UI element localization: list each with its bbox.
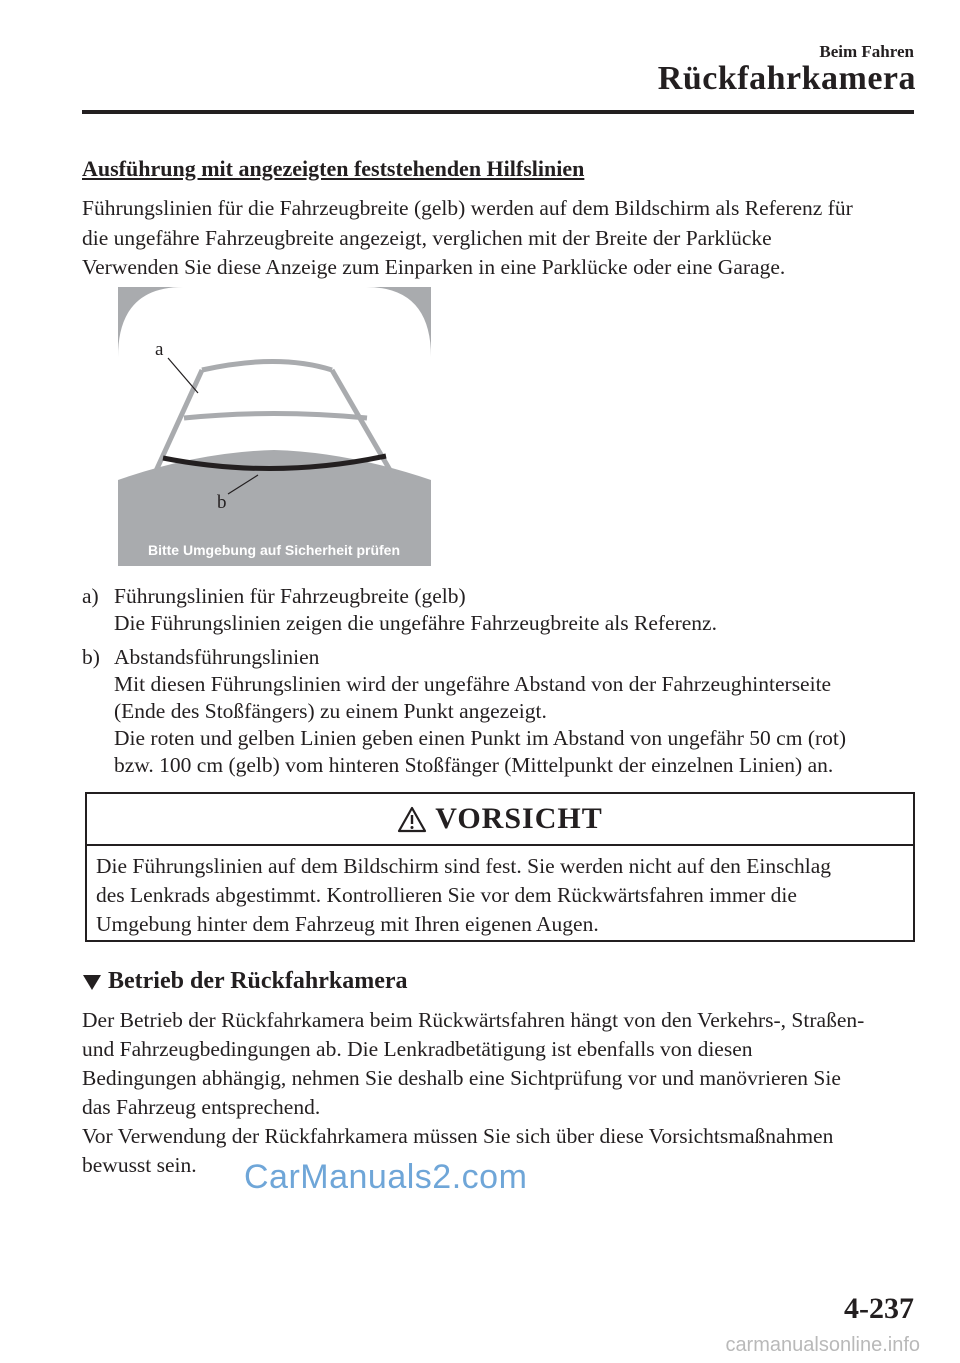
legend-line: (Ende des Stoßfängers) zu einem Punkt angezeigt. [114, 699, 547, 723]
screen-caption: Bitte Umgebung auf Sicherheit prüfen [147, 542, 401, 558]
legend-line: bzw. 100 cm (gelb) vom hinteren Stoßfänger (Mittelpunkt der einzelnen Linien) an. [114, 753, 834, 777]
caution-title: VORSICHT [435, 802, 603, 835]
section-heading: Ausführung mit angezeigten feststehenden Hilfslinien [82, 156, 585, 181]
subsection-title: Betrieb der Rückfahrkamera [108, 968, 408, 994]
page-title: Rückfahrkamera [657, 60, 916, 97]
page-number: 4-237 [844, 1292, 914, 1325]
figure-label-a: a [155, 339, 164, 360]
header-chapter: Beim Fahren [819, 42, 914, 61]
body-line: Der Betrieb der Rückfahrkamera beim Rückwärtsfahren hängt von den Verkehrs-, Straßen- [82, 1008, 865, 1032]
legend-line: Die roten und gelben Linien geben einen Punkt im Abstand von ungefähr 50 cm (rot) [114, 726, 847, 750]
caution-header [87, 794, 913, 846]
legend-title: Führungslinien für Fahrzeugbreite (gelb) [114, 584, 466, 608]
intro-line: Verwenden Sie diese Anzeige zum Einparken in eine Parklücke oder eine Garage. [82, 255, 786, 279]
caution-box [85, 792, 915, 942]
legend-line: Mit diesen Führungslinien wird der ungefähre Abstand von der Fahrzeughinterseite [114, 672, 832, 696]
legend-item-a [82, 583, 922, 637]
caution-line: des Lenkrads abgestimmt. Kontrollieren Sie vor dem Rückwärtsfahren immer die [96, 883, 797, 907]
header-rule [82, 110, 914, 114]
legend-title: Abstandsführungslinien [114, 645, 320, 669]
intro-line: Führungslinien für die Fahrzeugbreite (gelb) werden auf dem Bildschirm als Referenz für [82, 196, 853, 220]
camera-screen-illustration [118, 287, 431, 566]
intro-paragraph [82, 194, 922, 283]
body-line: und Fahrzeugbedingungen ab. Die Lenkradbetätigung ist ebenfalls von diesen [82, 1037, 753, 1061]
operation-paragraph [82, 1006, 922, 1180]
body-line: das Fahrzeug entsprechend. [82, 1095, 321, 1119]
body-line: Vor Verwendung der Rückfahrkamera müssen Sie sich über diese Vorsichtsmaßnahmen [82, 1124, 834, 1148]
camera-figure [118, 287, 431, 566]
legend-item-b [82, 644, 922, 779]
legend-marker: b) [82, 645, 100, 669]
warning-triangle-icon [397, 806, 427, 833]
watermark: CarManuals2.com [244, 1158, 528, 1196]
footer-site: carmanualsonline.info [725, 1334, 920, 1356]
caution-line: Die Führungslinien auf dem Bildschirm sind fest. Sie werden nicht auf den Einschlag [96, 854, 832, 878]
legend-marker: a) [82, 584, 99, 608]
body-line: bewusst sein. [82, 1153, 197, 1177]
caution-body [87, 846, 913, 939]
intro-line: die ungefähre Fahrzeugbreite angezeigt, verglichen mit der Breite der Parklücke [82, 225, 772, 250]
triangle-down-icon [82, 973, 102, 991]
subsection-heading [82, 968, 408, 995]
legend-line: Die Führungslinien zeigen die ungefähre Fahrzeugbreite als Referenz. [114, 611, 717, 635]
body-line: Bedingungen abhängig, nehmen Sie deshalb eine Sichtprüfung vor und manövrieren Sie [82, 1066, 841, 1090]
caution-line: Umgebung hinter dem Fahrzeug mit Ihren eigenen Augen. [96, 912, 599, 936]
figure-label-b: b [217, 492, 227, 513]
